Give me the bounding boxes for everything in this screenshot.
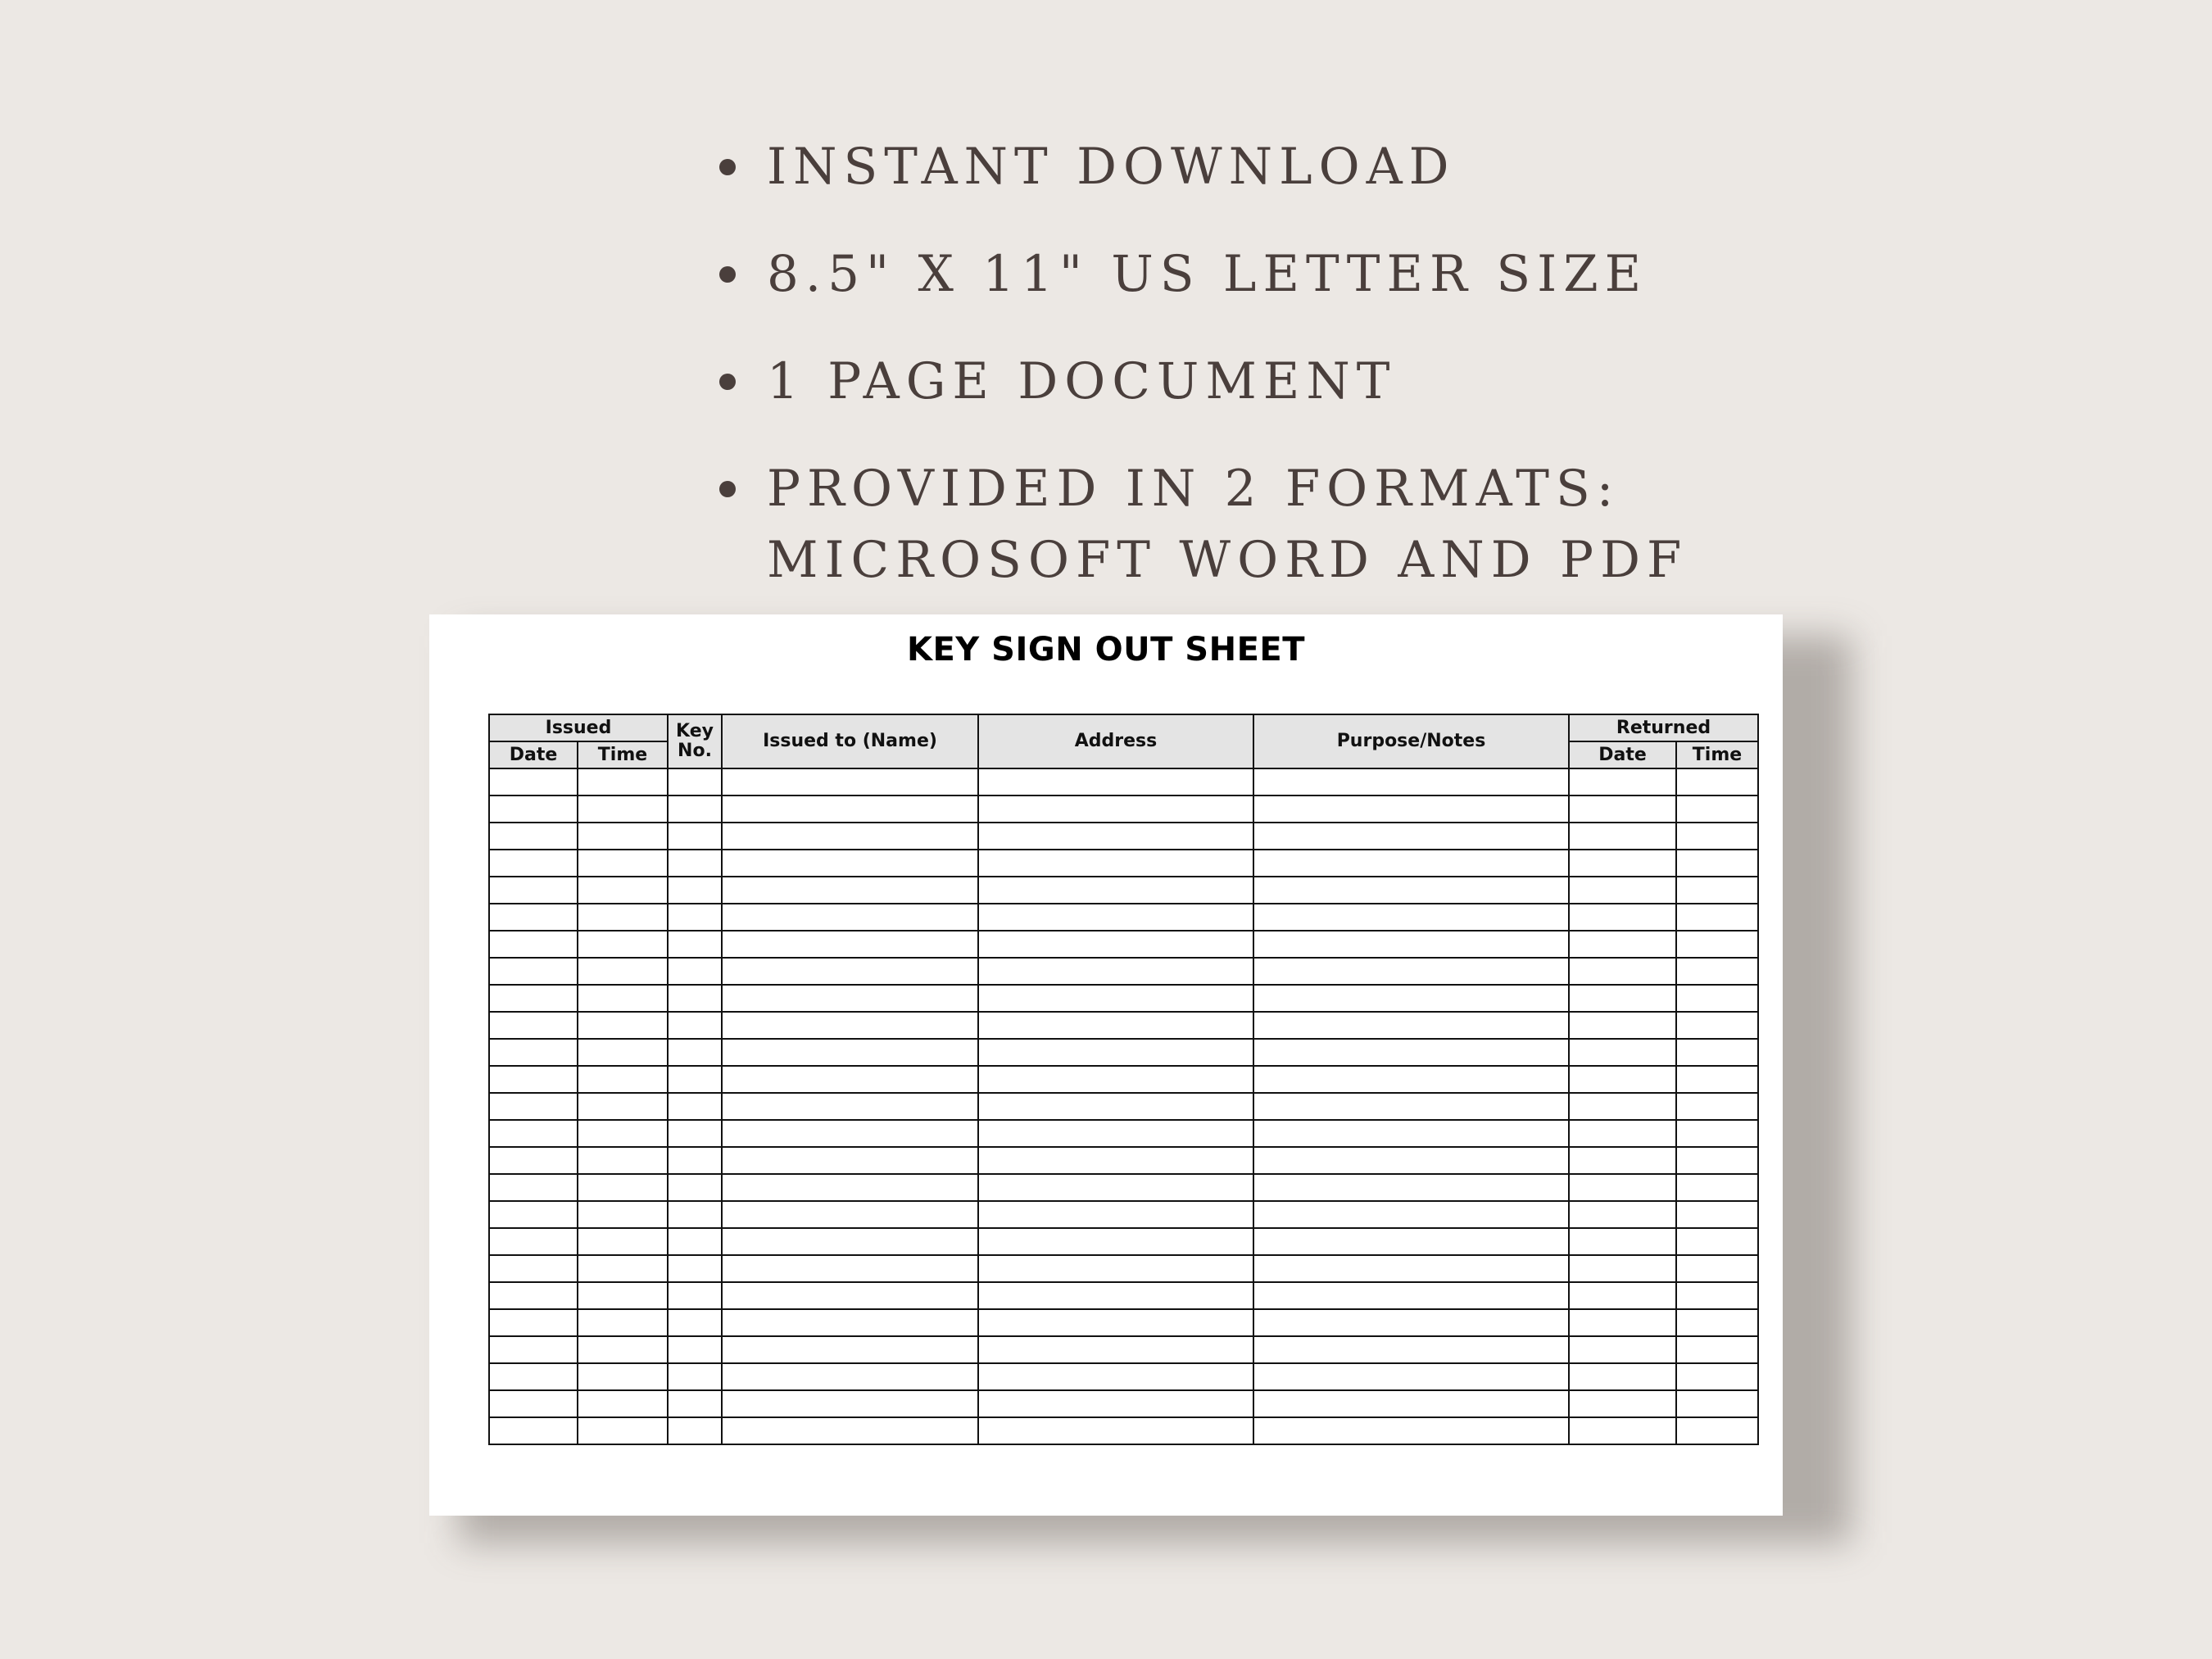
table-row xyxy=(489,985,1758,1012)
issued-to-header: Issued to (Name) xyxy=(722,714,978,768)
feature-item xyxy=(713,131,1688,202)
table-cell xyxy=(489,958,578,985)
table-cell xyxy=(489,850,578,877)
table-cell xyxy=(1569,1282,1676,1309)
table-cell xyxy=(1676,1120,1758,1147)
table-cell xyxy=(1253,1309,1569,1336)
table-cell xyxy=(722,877,978,904)
table-cell xyxy=(1253,796,1569,823)
table-row xyxy=(489,1012,1758,1039)
table-cell xyxy=(1253,1390,1569,1417)
table-cell xyxy=(1676,958,1758,985)
table-cell xyxy=(978,1309,1253,1336)
table-cell xyxy=(489,823,578,850)
table-cell xyxy=(722,796,978,823)
table-cell xyxy=(1569,823,1676,850)
table-row xyxy=(489,958,1758,985)
table-cell xyxy=(1253,1201,1569,1228)
table-cell xyxy=(668,1174,722,1201)
feature-text: 8.5" X 11" US LETTER SIZE xyxy=(767,245,1648,303)
table-cell xyxy=(668,1066,722,1093)
table-cell xyxy=(978,1255,1253,1282)
table-cell xyxy=(1569,1336,1676,1363)
table-cell xyxy=(1676,904,1758,931)
table-cell xyxy=(722,1228,978,1255)
key-no-header: Key No. xyxy=(668,714,722,768)
feature-item xyxy=(713,346,1688,417)
table-cell xyxy=(1569,1417,1676,1444)
table-cell xyxy=(668,1363,722,1390)
table-cell xyxy=(668,823,722,850)
feature-text: PROVIDED IN 2 FORMATS: xyxy=(767,460,1620,518)
table-cell xyxy=(668,931,722,958)
table-cell xyxy=(578,1228,668,1255)
feature-item xyxy=(713,453,1688,596)
table-cell xyxy=(1569,1174,1676,1201)
table-cell xyxy=(978,1120,1253,1147)
table-cell xyxy=(722,1255,978,1282)
table-cell xyxy=(1676,1147,1758,1174)
table-cell xyxy=(578,931,668,958)
table-row xyxy=(489,850,1758,877)
table-cell xyxy=(978,1336,1253,1363)
table-cell xyxy=(489,1012,578,1039)
table-cell xyxy=(978,877,1253,904)
table-row xyxy=(489,1417,1758,1444)
table-cell xyxy=(1569,931,1676,958)
table-cell xyxy=(722,1309,978,1336)
table-cell xyxy=(668,1147,722,1174)
table-cell xyxy=(978,985,1253,1012)
table-cell xyxy=(1569,1093,1676,1120)
table-cell xyxy=(1253,1147,1569,1174)
issued-header: Issued xyxy=(489,714,668,741)
table-cell xyxy=(1253,1120,1569,1147)
table-cell xyxy=(1569,796,1676,823)
table-cell xyxy=(722,823,978,850)
table-cell xyxy=(1676,1282,1758,1309)
table-cell xyxy=(578,1066,668,1093)
table-cell xyxy=(978,1093,1253,1120)
table-row xyxy=(489,1336,1758,1363)
table-cell xyxy=(1253,958,1569,985)
table-cell xyxy=(1253,1174,1569,1201)
table-cell xyxy=(978,904,1253,931)
table-cell xyxy=(722,1066,978,1093)
table-cell xyxy=(978,1012,1253,1039)
table-cell xyxy=(489,931,578,958)
table-cell xyxy=(1676,1336,1758,1363)
table-cell xyxy=(489,1174,578,1201)
table-cell xyxy=(578,985,668,1012)
feature-text: MICROSOFT WORD AND PDF xyxy=(767,531,1688,589)
table-row xyxy=(489,931,1758,958)
table-row xyxy=(489,877,1758,904)
table-cell xyxy=(1676,1390,1758,1417)
table-cell xyxy=(578,1174,668,1201)
table-cell xyxy=(1676,1255,1758,1282)
table-row xyxy=(489,796,1758,823)
table-cell xyxy=(978,1228,1253,1255)
feature-text: INSTANT DOWNLOAD xyxy=(767,138,1456,196)
table-row xyxy=(489,1174,1758,1201)
table-cell xyxy=(1253,931,1569,958)
table-row xyxy=(489,1120,1758,1147)
table-cell xyxy=(978,1174,1253,1201)
table-cell xyxy=(1569,1228,1676,1255)
table-cell xyxy=(489,1120,578,1147)
table-cell xyxy=(1569,1390,1676,1417)
table-cell xyxy=(668,1417,722,1444)
table-row xyxy=(489,1309,1758,1336)
table-cell xyxy=(722,1120,978,1147)
table-cell xyxy=(578,1201,668,1228)
table-cell xyxy=(1676,1066,1758,1093)
table-cell xyxy=(722,985,978,1012)
table-row xyxy=(489,1039,1758,1066)
table-cell xyxy=(1569,1363,1676,1390)
issued-date-header: Date xyxy=(489,741,578,768)
table-cell xyxy=(978,1417,1253,1444)
issued-time-header: Time xyxy=(578,741,668,768)
table-cell xyxy=(722,1093,978,1120)
table-cell xyxy=(578,1282,668,1309)
table-cell xyxy=(668,1012,722,1039)
table-cell xyxy=(1253,877,1569,904)
table-cell xyxy=(722,1174,978,1201)
returned-time-header: Time xyxy=(1676,741,1758,768)
table-cell xyxy=(1569,1120,1676,1147)
table-row xyxy=(489,1093,1758,1120)
table-cell xyxy=(489,1336,578,1363)
table-cell xyxy=(722,931,978,958)
table-cell xyxy=(668,1390,722,1417)
table-cell xyxy=(668,796,722,823)
table-row xyxy=(489,904,1758,931)
table-cell xyxy=(1676,850,1758,877)
table-cell xyxy=(489,768,578,796)
table-cell xyxy=(489,1093,578,1120)
table-row xyxy=(489,823,1758,850)
table-cell xyxy=(1569,1201,1676,1228)
table-row xyxy=(489,1363,1758,1390)
table-cell xyxy=(1676,1228,1758,1255)
table-row xyxy=(489,1147,1758,1174)
table-cell xyxy=(1569,877,1676,904)
table-cell xyxy=(578,1390,668,1417)
table-cell xyxy=(1569,768,1676,796)
table-cell xyxy=(978,1390,1253,1417)
bullet-icon xyxy=(719,481,736,497)
table-cell xyxy=(489,1066,578,1093)
table-cell xyxy=(978,1282,1253,1309)
table-cell xyxy=(578,958,668,985)
table-cell xyxy=(1676,823,1758,850)
returned-header: Returned xyxy=(1569,714,1758,741)
table-cell xyxy=(668,1282,722,1309)
key-log-body xyxy=(489,768,1758,1444)
table-cell xyxy=(578,1012,668,1039)
table-cell xyxy=(722,1012,978,1039)
table-cell xyxy=(578,1255,668,1282)
table-cell xyxy=(978,958,1253,985)
purpose-notes-header: Purpose/Notes xyxy=(1253,714,1569,768)
feature-list xyxy=(713,131,1688,632)
table-cell xyxy=(978,1147,1253,1174)
table-cell xyxy=(489,1417,578,1444)
table-row xyxy=(489,1282,1758,1309)
table-cell xyxy=(489,1201,578,1228)
table-cell xyxy=(1676,1174,1758,1201)
table-cell xyxy=(1676,1363,1758,1390)
table-cell xyxy=(1569,1066,1676,1093)
bullet-icon xyxy=(719,159,736,175)
address-header: Address xyxy=(978,714,1253,768)
table-cell xyxy=(1253,1417,1569,1444)
table-cell xyxy=(578,904,668,931)
table-cell xyxy=(578,823,668,850)
table-cell xyxy=(578,1363,668,1390)
table-row xyxy=(489,768,1758,796)
table-cell xyxy=(489,1282,578,1309)
table-cell xyxy=(1676,1309,1758,1336)
table-cell xyxy=(489,985,578,1012)
key-log-table xyxy=(488,714,1759,1445)
table-row xyxy=(489,1228,1758,1255)
document-preview xyxy=(429,614,1783,1516)
table-cell xyxy=(722,768,978,796)
table-cell xyxy=(1253,904,1569,931)
table-cell xyxy=(578,1417,668,1444)
table-cell xyxy=(722,1201,978,1228)
table-cell xyxy=(668,904,722,931)
table-cell xyxy=(1253,1336,1569,1363)
feature-text: 1 PAGE DOCUMENT xyxy=(767,352,1397,410)
table-cell xyxy=(1253,1228,1569,1255)
table-cell xyxy=(978,1363,1253,1390)
table-cell xyxy=(578,877,668,904)
table-cell xyxy=(1569,1147,1676,1174)
returned-date-header: Date xyxy=(1569,741,1676,768)
table-row xyxy=(489,1390,1758,1417)
table-cell xyxy=(722,1282,978,1309)
table-cell xyxy=(668,1120,722,1147)
table-cell xyxy=(578,850,668,877)
table-cell xyxy=(1676,877,1758,904)
table-cell xyxy=(1253,1066,1569,1093)
table-cell xyxy=(578,768,668,796)
table-cell xyxy=(722,1363,978,1390)
table-cell xyxy=(722,1147,978,1174)
table-cell xyxy=(1569,1039,1676,1066)
table-cell xyxy=(578,1147,668,1174)
table-cell xyxy=(722,1039,978,1066)
table-cell xyxy=(978,768,1253,796)
table-cell xyxy=(1253,1282,1569,1309)
table-cell xyxy=(1253,1255,1569,1282)
table-cell xyxy=(978,1066,1253,1093)
table-cell xyxy=(978,850,1253,877)
table-cell xyxy=(578,1120,668,1147)
table-cell xyxy=(668,1255,722,1282)
table-cell xyxy=(489,1363,578,1390)
table-cell xyxy=(578,1309,668,1336)
table-cell xyxy=(489,1255,578,1282)
table-cell xyxy=(722,1336,978,1363)
table-cell xyxy=(489,1039,578,1066)
table-row xyxy=(489,1255,1758,1282)
table-cell xyxy=(1569,1255,1676,1282)
table-cell xyxy=(1676,1093,1758,1120)
table-cell xyxy=(668,877,722,904)
table-cell xyxy=(1253,1039,1569,1066)
table-cell xyxy=(978,823,1253,850)
table-row xyxy=(489,1201,1758,1228)
table-cell xyxy=(722,850,978,877)
table-cell xyxy=(489,1309,578,1336)
table-cell xyxy=(489,1390,578,1417)
table-row xyxy=(489,1066,1758,1093)
table-cell xyxy=(978,1039,1253,1066)
bullet-icon xyxy=(719,266,736,283)
table-cell xyxy=(578,1336,668,1363)
sheet-title: KEY SIGN OUT SHEET xyxy=(906,631,1306,669)
table-cell xyxy=(1676,796,1758,823)
table-cell xyxy=(578,1093,668,1120)
table-cell xyxy=(1253,850,1569,877)
table-cell xyxy=(1676,1417,1758,1444)
table-cell xyxy=(1676,931,1758,958)
table-cell xyxy=(668,850,722,877)
table-cell xyxy=(1253,1093,1569,1120)
table-cell xyxy=(1569,850,1676,877)
table-cell xyxy=(668,985,722,1012)
table-cell xyxy=(578,796,668,823)
table-cell xyxy=(1676,1039,1758,1066)
table-cell xyxy=(668,768,722,796)
table-cell xyxy=(722,1417,978,1444)
table-cell xyxy=(1253,823,1569,850)
table-cell xyxy=(978,931,1253,958)
table-cell xyxy=(668,1336,722,1363)
table-cell xyxy=(722,1390,978,1417)
table-cell xyxy=(489,1228,578,1255)
table-cell xyxy=(1569,985,1676,1012)
table-cell xyxy=(1253,1012,1569,1039)
table-cell xyxy=(1676,1201,1758,1228)
table-cell xyxy=(668,1039,722,1066)
table-cell xyxy=(722,958,978,985)
table-cell xyxy=(978,796,1253,823)
table-cell xyxy=(668,1309,722,1336)
table-cell xyxy=(1569,904,1676,931)
table-cell xyxy=(489,904,578,931)
bullet-icon xyxy=(719,374,736,390)
table-cell xyxy=(668,958,722,985)
table-cell xyxy=(722,904,978,931)
table-cell xyxy=(1569,1012,1676,1039)
table-cell xyxy=(1253,985,1569,1012)
table-cell xyxy=(1676,1012,1758,1039)
table-cell xyxy=(578,1039,668,1066)
table-cell xyxy=(1569,1309,1676,1336)
table-cell xyxy=(668,1201,722,1228)
table-cell xyxy=(668,1228,722,1255)
table-cell xyxy=(1253,1363,1569,1390)
table-cell xyxy=(1569,958,1676,985)
table-cell xyxy=(489,877,578,904)
table-cell xyxy=(489,796,578,823)
table-cell xyxy=(1676,768,1758,796)
table-cell xyxy=(978,1201,1253,1228)
feature-item xyxy=(713,238,1688,310)
table-cell xyxy=(1253,768,1569,796)
table-cell xyxy=(1676,985,1758,1012)
table-cell xyxy=(668,1093,722,1120)
table-cell xyxy=(489,1147,578,1174)
